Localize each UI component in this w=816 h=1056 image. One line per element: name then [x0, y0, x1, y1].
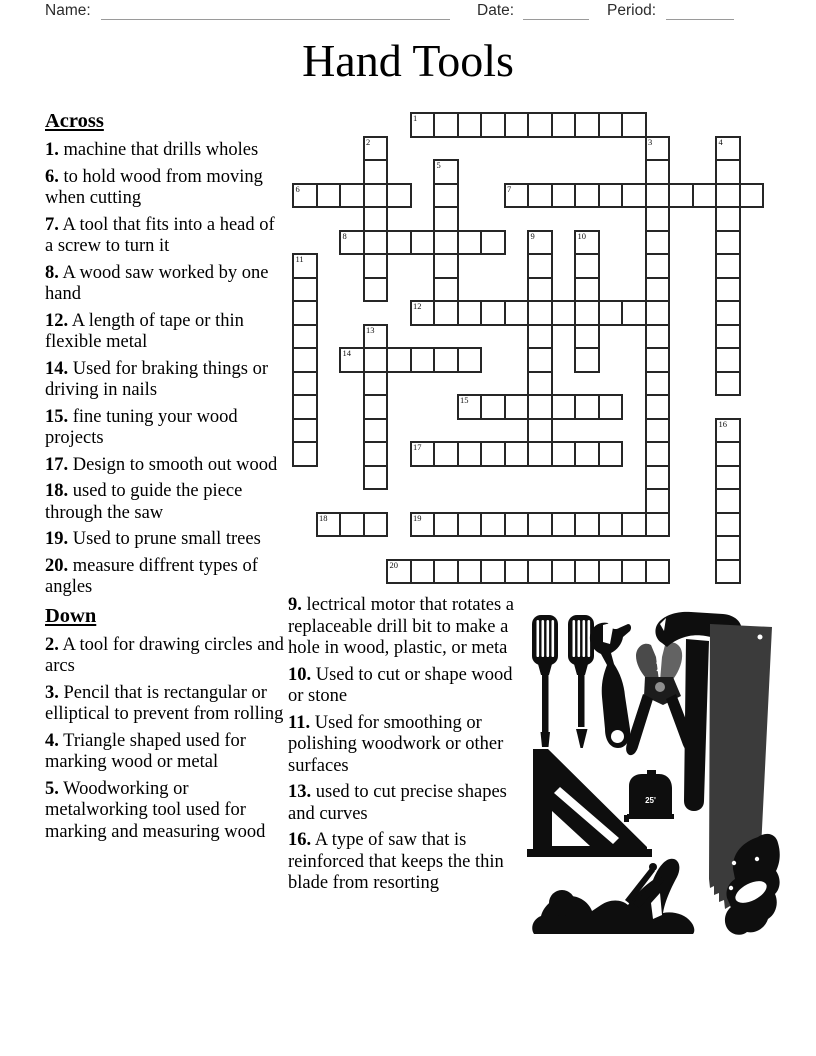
clue-item: 15. fine tuning your wood projects: [45, 406, 238, 448]
grid-cell: [527, 253, 553, 279]
grid-cell: [433, 112, 459, 138]
plane-icon: [532, 859, 694, 934]
grid-cell: [292, 253, 318, 279]
grid-cell: [645, 300, 671, 326]
grid-cell: [574, 347, 600, 373]
grid-cell: [527, 418, 553, 444]
grid-cell: [292, 347, 318, 373]
grid-cell: [739, 183, 765, 209]
across-heading: Across: [45, 110, 104, 132]
grid-cell: [551, 300, 577, 326]
clue-item: 13. used to cut precise shapes and curves: [288, 782, 507, 824]
grid-cell: [433, 183, 459, 209]
grid-cell: [363, 418, 389, 444]
grid-cell: [645, 394, 671, 420]
grid-cell: [433, 253, 459, 279]
grid-cell-number: 19: [413, 512, 422, 523]
grid-cell-number: 17: [413, 442, 422, 452]
clue-item: 20. measure diffrent types of angles: [45, 555, 258, 597]
grid-cell-number: 4: [718, 136, 723, 147]
clue-number: 2.: [45, 634, 59, 655]
clue-number: 17.: [45, 454, 69, 475]
clue-item: 8. A wood saw worked by one hand: [45, 262, 269, 304]
clue-number: 4.: [45, 730, 59, 751]
grid-cell-number: 6: [295, 183, 300, 194]
grid-cell-number: 16: [718, 418, 727, 429]
clue-item: 2. A tool for drawing circles and arcs: [45, 634, 284, 676]
grid-cell: [645, 183, 671, 209]
grid-cell: [363, 253, 389, 279]
grid-cell: [715, 253, 741, 279]
clue-item: 10. Used to cut or shape wood or stone: [288, 664, 513, 706]
name-blank-line: [101, 3, 450, 20]
clue-number: 6.: [45, 166, 59, 187]
grid-cell: [527, 347, 553, 373]
grid-cell: [645, 559, 671, 585]
grid-cell: [316, 183, 342, 209]
clue-number: 5.: [45, 778, 59, 799]
date-label: Date:: [477, 2, 515, 19]
grid-cell: [480, 300, 506, 326]
grid-cell: [339, 183, 365, 209]
clue-item: 14. Used for braking things or driving in nails: [45, 358, 268, 400]
grid-cell: [410, 559, 436, 585]
grid-cell: [363, 441, 389, 467]
down-clues-list-left: [45, 635, 285, 844]
grid-cell: [715, 136, 741, 162]
clue-item: 3. Pencil that is rectangular or elliptical to prevent from rolling: [45, 682, 284, 724]
grid-cell: [715, 347, 741, 373]
grid-cell: [598, 512, 624, 538]
grid-cell: [621, 559, 647, 585]
grid-cell: [598, 394, 624, 420]
grid-cell: [386, 347, 412, 373]
clue-number: 19.: [45, 529, 69, 549]
grid-cell: [504, 512, 530, 538]
grid-cell: [316, 512, 342, 538]
grid-cell: [504, 112, 530, 138]
grid-cell: [527, 230, 553, 256]
down-heading: Down: [45, 604, 97, 627]
grid-cell-number: 9: [530, 230, 535, 241]
grid-cell: [574, 253, 600, 279]
grid-cell: [363, 324, 389, 350]
clue-number: 15.: [45, 406, 69, 427]
grid-cell: [645, 159, 671, 185]
clue-number: 13.: [288, 782, 312, 802]
grid-cell: [645, 488, 671, 514]
period-label: Period:: [607, 2, 657, 19]
tape-measure-icon: [624, 770, 674, 822]
clue-number: 12.: [45, 310, 69, 331]
grid-cell: [363, 206, 389, 232]
grid-cell: [480, 230, 506, 256]
grid-cell: [433, 300, 459, 326]
grid-cell: [457, 112, 483, 138]
grid-cell: [645, 230, 671, 256]
grid-cell: [457, 230, 483, 256]
grid-cell: [410, 112, 436, 138]
grid-cell: [551, 394, 577, 420]
grid-cell: [598, 183, 624, 209]
grid-cell: [363, 371, 389, 397]
grid-cell: [715, 559, 741, 585]
clue-item: 16. A type of saw that is reinforced that keeps the thin blade from resorting: [288, 830, 504, 893]
grid-cell: [598, 300, 624, 326]
tape-measure-label: 25': [645, 796, 656, 805]
grid-cell: [645, 277, 671, 303]
clue-column-left: [45, 110, 285, 848]
grid-cell-number: 12: [413, 301, 422, 311]
grid-cell: [715, 300, 741, 326]
grid-cell: [715, 512, 741, 538]
clue-number: 9.: [288, 595, 302, 615]
grid-cell: [574, 300, 600, 326]
grid-cell: [457, 559, 483, 585]
grid-cell: [645, 371, 671, 397]
grid-cell: [363, 183, 389, 209]
grid-cell: [363, 136, 389, 162]
grid-cell: [598, 441, 624, 467]
clue-item: 4. Triangle shaped used for marking wood or metal: [45, 730, 246, 772]
grid-cell: [645, 441, 671, 467]
grid-cell: [527, 512, 553, 538]
grid-cell-number: 20: [389, 559, 398, 570]
grid-cell: [292, 371, 318, 397]
grid-cell: [527, 277, 553, 303]
grid-cell: [292, 300, 318, 326]
clue-number: 16.: [288, 830, 312, 850]
grid-cell: [527, 112, 553, 138]
grid-cell: [715, 324, 741, 350]
grid-cell: [433, 277, 459, 303]
grid-cell: [480, 441, 506, 467]
grid-cell: [480, 512, 506, 538]
grid-cell: [621, 183, 647, 209]
grid-cell: [433, 559, 459, 585]
grid-cell: [292, 441, 318, 467]
flathead-screwdriver-icon: [532, 615, 558, 747]
grid-cell: [715, 277, 741, 303]
date-blank-line: [523, 3, 589, 20]
grid-cell: [504, 394, 530, 420]
clue-number: 1.: [45, 140, 59, 160]
phillips-screwdriver-icon: [568, 615, 594, 748]
grid-cell: [715, 441, 741, 467]
grid-cell: [504, 441, 530, 467]
grid-cell: [480, 559, 506, 585]
grid-cell-number: 1: [413, 113, 418, 123]
grid-cell: [574, 324, 600, 350]
grid-cell: [715, 183, 741, 209]
clue-item: 17. Design to smooth out wood: [45, 454, 278, 475]
clue-number: 18.: [45, 481, 69, 501]
grid-cell: [433, 230, 459, 256]
grid-cell: [551, 112, 577, 138]
clue-item: 11. Used for smoothing or polishing woodwork or other surfaces: [288, 712, 504, 776]
period-blank-line: [666, 3, 734, 20]
grid-cell: [527, 183, 553, 209]
grid-cell: [457, 394, 483, 420]
grid-cell: [292, 324, 318, 350]
grid-cell-number: 2: [366, 136, 371, 147]
grid-cell-number: 15: [460, 395, 469, 405]
across-clues-list: [45, 140, 285, 599]
grid-cell: [433, 347, 459, 373]
grid-cell: [339, 512, 365, 538]
grid-cell: [574, 559, 600, 585]
clue-item: 1. machine that drills wholes: [45, 140, 259, 160]
grid-cell: [645, 512, 671, 538]
grid-cell: [645, 136, 671, 162]
down-clues-list-right: [288, 595, 521, 895]
clue-item: 7. A tool that fits into a head of a screw to turn it: [45, 214, 275, 256]
grid-cell: [363, 277, 389, 303]
grid-cell: [621, 512, 647, 538]
grid-cell: [433, 512, 459, 538]
grid-cell: [433, 206, 459, 232]
name-label: Name:: [45, 2, 91, 19]
grid-cell: [527, 300, 553, 326]
grid-cell: [551, 183, 577, 209]
grid-cell: [504, 559, 530, 585]
grid-cell: [715, 535, 741, 561]
grid-cell: [574, 441, 600, 467]
clue-number: 7.: [45, 214, 59, 235]
clue-number: 8.: [45, 262, 59, 283]
grid-cell: [410, 347, 436, 373]
grid-cell: [645, 324, 671, 350]
clue-item: 19. Used to prune small trees: [45, 529, 261, 549]
grid-cell: [527, 371, 553, 397]
wrench-icon: [590, 622, 631, 748]
clue-item: 5. Woodworking or metalworking tool used for marking and measuring wood: [45, 778, 266, 842]
grid-cell: [715, 418, 741, 444]
grid-cell: [574, 183, 600, 209]
grid-cell: [645, 347, 671, 373]
grid-cell: [386, 559, 412, 585]
grid-cell-number: 5: [436, 160, 441, 170]
grid-cell: [363, 230, 389, 256]
grid-cell: [715, 230, 741, 256]
grid-cell: [645, 465, 671, 491]
clue-item: 6. to hold wood from moving when cutting: [45, 166, 263, 208]
grid-cell: [363, 512, 389, 538]
grid-cell-number: 14: [342, 348, 351, 358]
grid-cell: [692, 183, 718, 209]
grid-cell: [645, 206, 671, 232]
grid-cell: [574, 512, 600, 538]
grid-cell: [457, 512, 483, 538]
grid-cell: [339, 230, 365, 256]
grid-cell-number: 8: [342, 230, 347, 241]
grid-cell: [574, 277, 600, 303]
grid-cell: [527, 441, 553, 467]
clue-item: 18. used to guide the piece through the saw: [45, 481, 243, 523]
grid-cell: [457, 300, 483, 326]
grid-cell: [363, 159, 389, 185]
grid-cell: [410, 512, 436, 538]
grid-cell: [339, 347, 365, 373]
grid-cell: [433, 441, 459, 467]
grid-cell: [480, 394, 506, 420]
tools-illustration: [513, 601, 803, 941]
grid-cell: [504, 183, 530, 209]
grid-cell: [551, 441, 577, 467]
grid-cell: [574, 394, 600, 420]
grid-cell: [598, 559, 624, 585]
clue-number: 3.: [45, 682, 59, 703]
grid-cell: [527, 324, 553, 350]
grid-cell: [292, 183, 318, 209]
grid-cell: [621, 300, 647, 326]
grid-cell: [715, 465, 741, 491]
grid-cell-number: 18: [319, 512, 328, 523]
clue-number: 11.: [288, 712, 311, 733]
grid-cell: [433, 159, 459, 185]
grid-cell: [574, 112, 600, 138]
clue-number: 20.: [45, 555, 69, 576]
grid-cell: [527, 394, 553, 420]
grid-cell: [386, 230, 412, 256]
grid-cell: [292, 394, 318, 420]
grid-cell: [551, 559, 577, 585]
page-title: Hand Tools: [302, 35, 514, 86]
grid-cell: [504, 300, 530, 326]
grid-cell: [457, 441, 483, 467]
clue-column-middle: [288, 595, 521, 900]
grid-cell: [410, 300, 436, 326]
grid-cell: [527, 559, 553, 585]
clue-number: 10.: [288, 664, 312, 685]
grid-cell-number: 11: [295, 254, 304, 264]
grid-cell: [645, 418, 671, 444]
grid-cell: [621, 112, 647, 138]
handsaw-icon: [709, 624, 780, 935]
grid-cell-number: 10: [577, 230, 586, 241]
grid-cell-number: 13: [366, 324, 375, 335]
grid-cell: [574, 230, 600, 256]
grid-cell: [645, 253, 671, 279]
grid-cell: [715, 206, 741, 232]
grid-cell: [551, 512, 577, 538]
grid-cell: [363, 465, 389, 491]
grid-cell: [292, 418, 318, 444]
grid-cell: [410, 441, 436, 467]
grid-cell: [715, 159, 741, 185]
grid-cell: [363, 394, 389, 420]
grid-cell: [410, 230, 436, 256]
clue-number: 14.: [45, 358, 69, 379]
clue-item: 9. lectrical motor that rotates a replaceable drill bit to make a hole in wood, plastic, or meta: [288, 595, 515, 658]
grid-cell: [363, 347, 389, 373]
clue-item: 12. A length of tape or thin flexible metal: [45, 310, 244, 352]
grid-cell: [598, 112, 624, 138]
grid-cell-number: 7: [507, 183, 512, 194]
grid-cell-number: 3: [648, 136, 653, 147]
grid-cell: [480, 112, 506, 138]
grid-cell: [668, 183, 694, 209]
grid-cell: [386, 183, 412, 209]
grid-cell: [292, 277, 318, 303]
grid-cell: [715, 488, 741, 514]
grid-cell: [457, 347, 483, 373]
grid-cell: [715, 371, 741, 397]
